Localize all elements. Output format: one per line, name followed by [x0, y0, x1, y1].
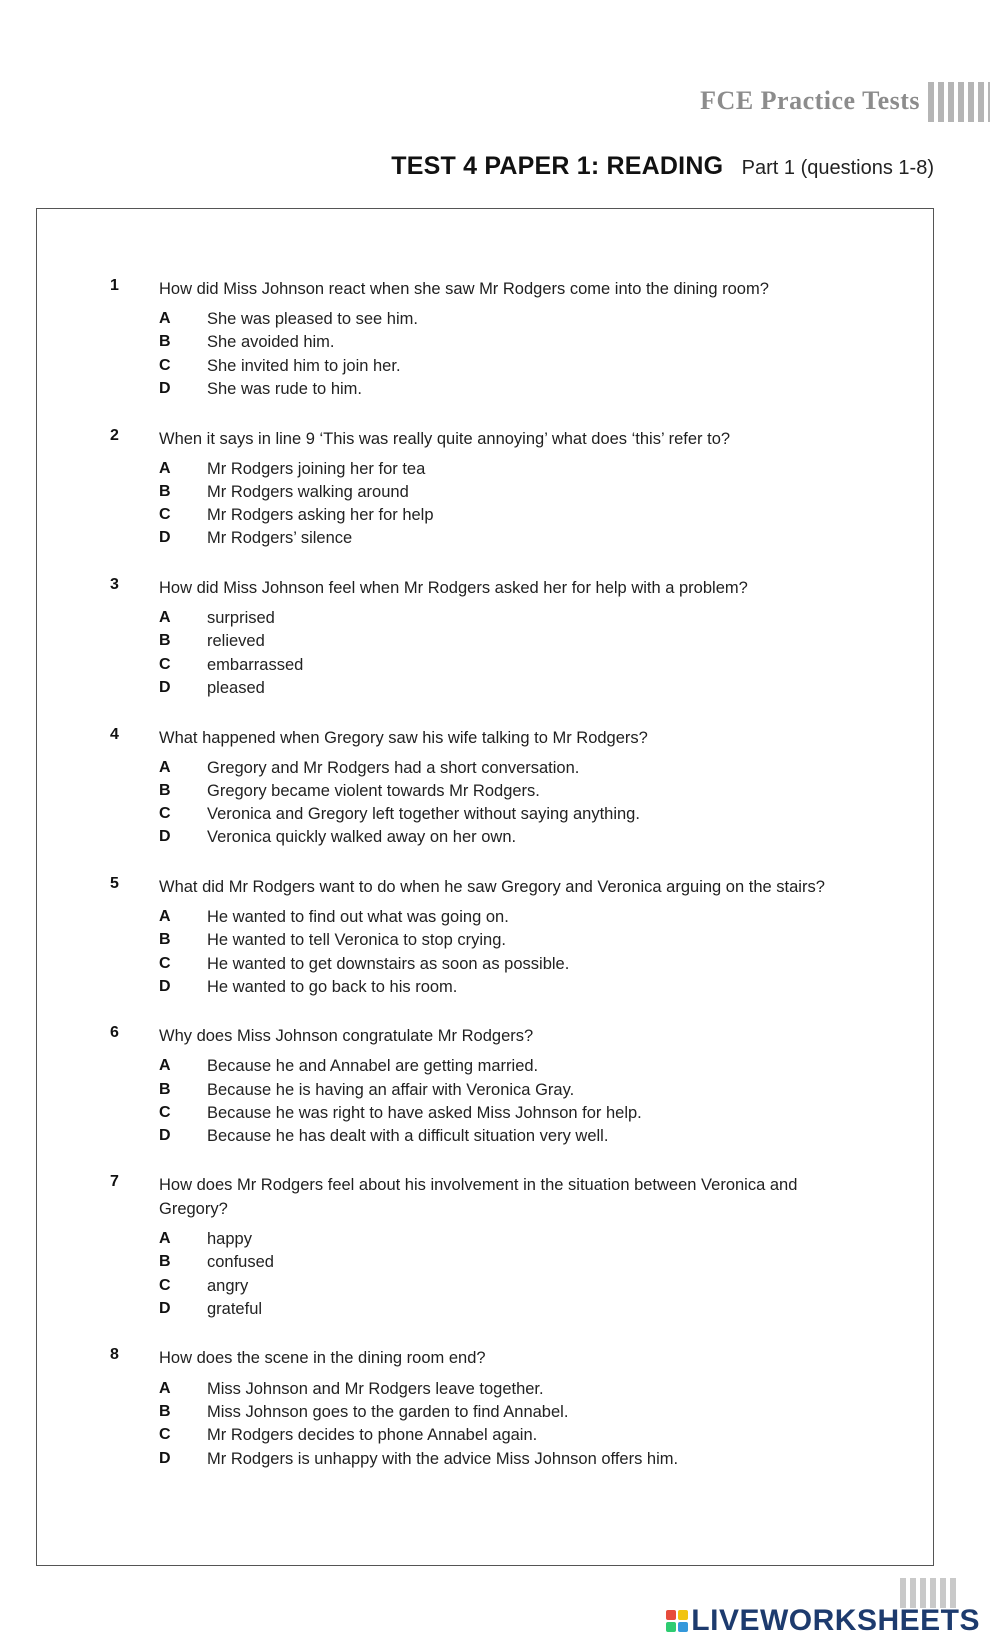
option-text: Miss Johnson and Mr Rodgers leave together. — [207, 1380, 544, 1398]
logo-square-icon — [678, 1610, 688, 1620]
option-text: relieved — [207, 632, 265, 650]
option-letter: D — [159, 1300, 171, 1317]
option-letter: A — [159, 759, 171, 776]
question-number: 5 — [110, 875, 119, 892]
question-text: How does Mr Rodgers feel about his involvement in the situation between Veronica and Gregory? — [159, 1176, 798, 1218]
option-5d[interactable] — [37, 978, 933, 1002]
option-text: Mr Rodgers’ silence — [207, 529, 353, 547]
option-8d[interactable] — [37, 1450, 933, 1474]
question-text: How did Miss Johnson react when she saw Mr Rodgers come into the dining room? — [159, 280, 769, 298]
question-number: 1 — [110, 277, 119, 294]
option-letter: B — [159, 483, 171, 500]
option-8c[interactable] — [37, 1426, 933, 1450]
liveworksheets-logo-icon — [666, 1610, 688, 1632]
questions-frame — [36, 208, 934, 1566]
option-6b[interactable] — [37, 1081, 933, 1105]
option-1c[interactable] — [37, 357, 933, 381]
option-text: happy — [207, 1230, 252, 1248]
option-letter: D — [159, 1127, 171, 1144]
option-text: Because he was right to have asked Miss Johnson for help. — [207, 1104, 642, 1122]
option-letter: C — [159, 656, 171, 673]
question-text: How did Miss Johnson feel when Mr Rodgers asked her for help with a problem? — [159, 579, 748, 597]
question-text: When it says in line 9 ‘This was really quite annoying’ what does ‘this’ refer to? — [159, 430, 731, 448]
option-letter: D — [159, 679, 171, 696]
option-letter: D — [159, 978, 171, 995]
option-letter: C — [159, 805, 171, 822]
question-number: 3 — [110, 576, 119, 593]
option-text: Gregory became violent towards Mr Rodgers. — [207, 782, 540, 800]
test-paper-title: TEST 4 PAPER 1: READING — [391, 152, 724, 180]
option-text: Miss Johnson goes to the garden to find Annabel. — [207, 1403, 569, 1421]
series-header — [600, 82, 990, 122]
option-6c[interactable] — [37, 1104, 933, 1128]
question-number: 7 — [110, 1173, 119, 1190]
option-7a[interactable] — [37, 1230, 933, 1254]
question-text: Why does Miss Johnson congratulate Mr Rodgers? — [159, 1027, 534, 1045]
option-text: embarrassed — [207, 656, 304, 674]
option-4a[interactable] — [37, 759, 933, 783]
option-letter: C — [159, 1104, 171, 1121]
option-letter: A — [159, 609, 171, 626]
liveworksheets-logo-text: LIVEWORKSHEETS — [691, 1604, 980, 1637]
question-text: What did Mr Rodgers want to do when he saw Gregory and Veronica arguing on the stairs? — [159, 878, 825, 896]
option-text: He wanted to tell Veronica to stop crying. — [207, 931, 506, 949]
option-letter: C — [159, 1426, 171, 1443]
series-title: FCE Practice Tests — [700, 86, 920, 115]
option-text: She invited him to join her. — [207, 357, 401, 375]
option-letter: B — [159, 632, 171, 649]
option-letter: A — [159, 1230, 171, 1247]
question-number: 6 — [110, 1024, 119, 1041]
option-7d[interactable] — [37, 1300, 933, 1324]
option-letter: A — [159, 460, 171, 477]
option-1d[interactable] — [37, 380, 933, 404]
option-letter: B — [159, 1081, 171, 1098]
option-5c[interactable] — [37, 955, 933, 979]
option-letter: B — [159, 333, 171, 350]
logo-square-icon — [666, 1622, 676, 1632]
option-3d[interactable] — [37, 679, 933, 703]
option-letter: C — [159, 955, 171, 972]
option-text: confused — [207, 1253, 274, 1271]
option-letter: B — [159, 1403, 171, 1420]
option-text: Gregory and Mr Rodgers had a short conversation. — [207, 759, 580, 777]
logo-square-icon — [678, 1622, 688, 1632]
option-1a[interactable] — [37, 310, 933, 334]
option-2b[interactable] — [37, 483, 933, 507]
option-text: Mr Rodgers is unhappy with the advice Miss Johnson offers him. — [207, 1450, 679, 1468]
question-text: How does the scene in the dining room end? — [159, 1349, 486, 1367]
option-1b[interactable] — [37, 333, 933, 357]
option-letter: B — [159, 931, 171, 948]
option-text: Because he has dealt with a difficult situation very well. — [207, 1127, 609, 1145]
option-letter: D — [159, 1450, 171, 1467]
option-5b[interactable] — [37, 931, 933, 955]
option-text: angry — [207, 1277, 249, 1295]
option-2d[interactable] — [37, 529, 933, 553]
option-8b[interactable] — [37, 1403, 933, 1427]
option-text: Mr Rodgers asking her for help — [207, 506, 434, 524]
option-text: grateful — [207, 1300, 263, 1318]
question-number: 8 — [110, 1346, 119, 1363]
option-text: Veronica quickly walked away on her own. — [207, 828, 517, 846]
option-letter: D — [159, 828, 171, 845]
option-text: Because he is having an affair with Veronica Gray. — [207, 1081, 575, 1099]
option-8a[interactable] — [37, 1380, 933, 1404]
option-letter: A — [159, 310, 171, 327]
option-5a[interactable] — [37, 908, 933, 932]
liveworksheets-logo[interactable] — [666, 1604, 980, 1638]
question-number: 2 — [110, 427, 119, 444]
option-3c[interactable] — [37, 656, 933, 680]
option-letter: D — [159, 529, 171, 546]
option-text: surprised — [207, 609, 275, 627]
test-title — [391, 152, 934, 181]
option-3b[interactable] — [37, 632, 933, 656]
option-text: Veronica and Gregory left together without saying anything. — [207, 805, 640, 823]
option-3a[interactable] — [37, 609, 933, 633]
option-letter: A — [159, 908, 171, 925]
option-text: She was pleased to see him. — [207, 310, 418, 328]
option-letter: A — [159, 1057, 171, 1074]
decorative-stripes — [928, 82, 990, 122]
option-letter: C — [159, 1277, 171, 1294]
option-text: He wanted to find out what was going on. — [207, 908, 509, 926]
option-letter: B — [159, 1253, 171, 1270]
question-text: What happened when Gregory saw his wife talking to Mr Rodgers? — [159, 729, 648, 747]
option-7c[interactable] — [37, 1277, 933, 1301]
option-letter: C — [159, 357, 171, 374]
option-letter: A — [159, 1380, 171, 1397]
option-4c[interactable] — [37, 805, 933, 829]
option-text: She avoided him. — [207, 333, 335, 351]
option-text: She was rude to him. — [207, 380, 362, 398]
option-4b[interactable] — [37, 782, 933, 806]
option-text: He wanted to get downstairs as soon as possible. — [207, 955, 570, 973]
option-letter: B — [159, 782, 171, 799]
option-text: He wanted to go back to his room. — [207, 978, 458, 996]
option-6a[interactable] — [37, 1057, 933, 1081]
question-number: 4 — [110, 726, 119, 743]
option-text: Because he and Annabel are getting married. — [207, 1057, 539, 1075]
option-text: pleased — [207, 679, 265, 697]
option-text: Mr Rodgers decides to phone Annabel again. — [207, 1426, 538, 1444]
logo-square-icon — [666, 1610, 676, 1620]
option-6d[interactable] — [37, 1127, 933, 1151]
option-4d[interactable] — [37, 828, 933, 852]
option-letter: D — [159, 380, 171, 397]
option-2c[interactable] — [37, 506, 933, 530]
option-text: Mr Rodgers walking around — [207, 483, 409, 501]
option-7b[interactable] — [37, 1253, 933, 1277]
part-label: Part 1 (questions 1-8) — [741, 157, 934, 179]
option-text: Mr Rodgers joining her for tea — [207, 460, 426, 478]
option-letter: C — [159, 506, 171, 523]
option-2a[interactable] — [37, 460, 933, 484]
